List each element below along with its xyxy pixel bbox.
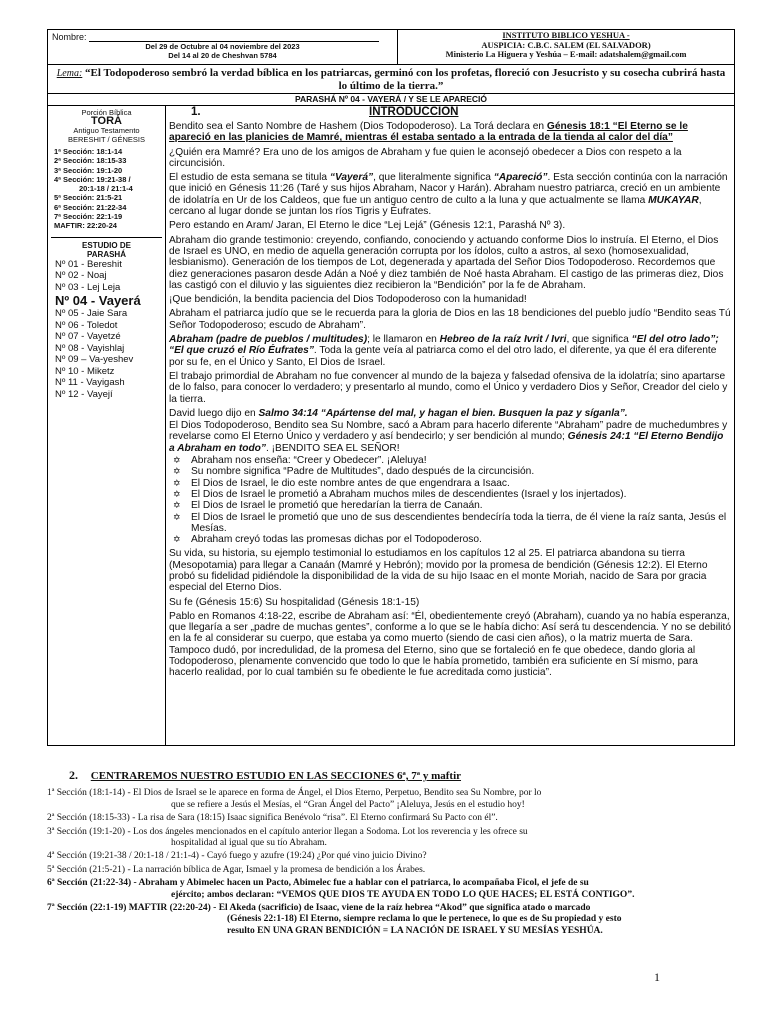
intro-title: INTRODUCCION [369, 106, 459, 118]
text: David luego dijo en [169, 407, 259, 419]
scripture-quote: Génesis 24:1 “El Eterno Bendijo a Abraham en todo” [169, 431, 724, 454]
seccion-item: 6ª Sección: 21:22-34 [54, 202, 127, 212]
parasha-item[interactable]: Nº 08 - Vayishlaj [55, 342, 125, 354]
star-of-david-icon: ✡ [173, 466, 181, 477]
parasha-item[interactable]: Nº 05 - Jaie Sara [55, 308, 128, 320]
student-info-cell [48, 30, 398, 65]
paragraph [169, 420, 731, 454]
lema-text: “El Todopoderoso sembró la verdad bíblica en los patriarcas, germinó con los profetas, floreció con Jesucristo y su cosecha cubrirá hasta lo último de la tierra.” [85, 67, 726, 92]
intro-number: 1. [191, 106, 201, 118]
section-text-cont: ejército; ambos declaran: “VEMOS QUE DIOS TE AYUDA EN TODO LO QUE HACES; EL ESTÁ CONTIGO”. [171, 889, 635, 900]
star-of-david-icon: ✡ [173, 455, 181, 466]
paragraph: Abraham dio grande testimonio: creyendo, confiando, conociendo y actuando conforme Dios lo instruía. El Eterno, el Dios de Israel es UNO, en medio de aquella generación corrupta por los ídolos, culto a astros, al sexo (homosexualidad, lesbianismo). Generación de los tiempos de Lot, degenerada y apartada del Señor Dios Todopoderoso. Recordemos que diez generaciones pasaron desde Adán a Noé y diez también de Noé hasta Abraham. El castigo de las primeras diez, Dios las castigó con el diluvio y las siguientes diez recibieron la “Bendición” por la fe de Abraham. [169, 234, 724, 291]
section-2-title: CENTRAREMOS NUESTRO ESTUDIO EN LAS SECCIONES 6ª, 7ª y maftir [90, 770, 462, 782]
parasha-item[interactable]: Nº 10 - Miketz [55, 365, 115, 377]
seccion-item: MAFTIR: 22:20-24 [54, 221, 117, 231]
paragraph: El trabajo primordial de Abraham no fue convencer al mundo de la bajeza y falsedad ofensiva de la idolatría; sino apartarse de lo falso, para conocer lo verdadero; y presentarlo al mundo, como el Único y verdadero Dios y Señor, Creador del cielo y la tierra. [169, 370, 728, 405]
header-table [47, 29, 735, 65]
bullet-text: El Dios de Israel, le dio este nombre antes de que engendrara a Isaac. [191, 477, 510, 489]
scripture-quote: Génesis 18:1 “El Eterno se le apareció en las planicies de Mamré, mientras él estaba sentado a la entrada de la tienda al calor del día” [169, 121, 688, 144]
star-of-david-icon: ✡ [173, 477, 181, 488]
seccion-item: 2ª Sección: 18:15-33 [54, 156, 127, 166]
paragraph [169, 334, 731, 368]
section-label: 2ª Sección (18:15-33) [47, 813, 130, 824]
intro-content [166, 106, 734, 745]
scripture-quote: Salmo 34:14 “Apártense del mal, y hagan el bien. Busquen la paz y síganla”. [258, 407, 628, 419]
paragraph: ¡Que bendición, la bendita paciencia del Dios Todopoderoso con la humanidad! [169, 294, 527, 306]
worksheet-page [47, 29, 735, 746]
libro-label: BERESHIT / GÉNESIS [68, 135, 145, 144]
text: . Esta sección continúa con la narración que inició en Génesis 11:26 (Taré y sus hijos Abraham, Nacor y Harán). Abraham nuestro patriarca, creció en un ambiente de idolatría en Ur de los Caldeos, que fue un antiguo centro de culto a la luna y que actualmente se llama [169, 172, 728, 206]
tora-label: TORÁ [91, 115, 122, 127]
section-text-cont: que se refiere a Jesús el Mesías, el “Gran Ángel del Pacto” ¡Aleluya, Jesús en el estudio hoy! [171, 799, 525, 810]
star-of-david-icon: ✡ [173, 511, 181, 522]
date-line-2: Del 14 al 20 de Cheshvan 5784 [168, 51, 277, 60]
section-label: 4ª Sección (19:21-38 / 20:1-18 / 21:1-4) [47, 851, 199, 862]
paragraph [169, 172, 731, 217]
estudio-subtitle: PARASHÁ [87, 249, 126, 259]
parasha-list [51, 259, 162, 401]
seccion-item: 1ª Sección: 18:1-14 [54, 147, 123, 156]
section-2-number: 2. [69, 768, 78, 782]
parasha-item-current[interactable]: Nº 04 - Vayerá [55, 293, 141, 309]
section-summary-item [47, 827, 735, 850]
text: . ¡BENDITO SEA EL SEÑOR! [265, 442, 400, 454]
bullet-item [169, 466, 731, 477]
section-summary-item [47, 788, 735, 811]
text: ; le llamaron en [367, 334, 440, 346]
intro-heading [169, 107, 731, 121]
text: El Dios Todopoderoso, Bendito sea Su Nombre, sacó a Abram para hacerlo diferente “Abraham” padre de muchedumbres y revelarse como El Eterno Único y verdadero y así bendecirlo; y ser bendición al mundo; [169, 420, 728, 443]
section-label: 1ª Sección (18:1-14) [47, 788, 126, 799]
parasha-item[interactable]: Nº 06 - Toledot [55, 319, 118, 331]
bullet-text: Abraham nos enseña: “Creer y Obedecer”. ¡Aleluya! [191, 455, 427, 467]
name-label: Nombre: [52, 32, 87, 42]
paragraph: Pablo en Romanos 4:18-22, escribe de Abraham así: “Él, obedientemente creyó (Abraham), cuando ya no había esperanza, que llegaría a ser „padre de muchas gentes”, conforme a lo que se le había dicho: Así será tu descendencia. Y no se debilitó en la fe al considerar su cuerpo, que estaba ya como muerto (siendo de casi cien años), o la matriz muerta de Sara. Tampoco dudó, por incredulidad, de la promesa del Eterno, sino que se fortaleció en fe que obedece, dando gloria al Todopoderoso, plenamente convencido que todo lo que le había prometido, también era suficiente en Sí mismo, para hacerlo realidad, por lo cual también su fe obediente le fue acreditada como justicia”. [169, 610, 731, 679]
paragraph: Su fe (Génesis 15:6) Su hospitalidad (Génesis 18:1-15) [169, 596, 420, 608]
institute-name: INSTITUTO BIBLICO YESHUA - [502, 30, 630, 40]
term: “El del otro lado”; “El que cruzó el Río Éufrates” [169, 334, 719, 357]
section-label: 3ª Sección (19:1-20) [47, 826, 126, 837]
bullet-text: Su nombre significa “Padre de Multitudes”, dado después de la circuncisión. [191, 466, 535, 478]
name-field[interactable] [89, 33, 379, 42]
section-text: - Cayó fuego y azufre (19:24) ¿Por qué vino juicio Divino? [198, 851, 427, 862]
estudio-heading [51, 237, 162, 259]
section-label: 7ª Sección (22:1-19) MAFTIR (22:20-24) [47, 903, 211, 914]
bullet-item [169, 455, 731, 466]
seccion-item: 7ª Sección: 22:1-19 [54, 212, 123, 222]
section-text: - El Akeda (sacrificio) de Isaac, viene de la raíz hebrea “Akod” que significa atado o marcado [210, 903, 591, 914]
section-text: - Abraham y Abimelec hacen un Pacto, Abimelec fue a hablar con el patriarca, lo acompañaba Ficol, el jefe de su [131, 878, 589, 889]
parasha-item[interactable]: Nº 02 - Noaj [55, 270, 107, 282]
term: “Apareció” [493, 172, 548, 184]
section-text-cont: (Génesis 22:1-18) El Eterno, siempre reclama lo que le pertenece, lo que es de Su propiedad y esto [227, 914, 622, 925]
section-text: - La narración bíblica de Agar, Ismael y la promesa de bendición a los Árabes. [125, 864, 426, 875]
parasha-item[interactable]: Nº 09 – Va-yeshev [55, 354, 134, 366]
section-summary-item [47, 903, 735, 937]
star-of-david-icon: ✡ [173, 488, 181, 499]
text: . Toda la gente veía al patriarca como el del otro lado, el diferente, ya que él era diferente por su fe, en el Único y Santo, El Dios de Israel. [169, 345, 717, 368]
text: , que significa [566, 334, 632, 346]
parasha-item[interactable]: Nº 01 - Bereshit [55, 258, 122, 270]
section-text-cont: hospitalidad al igual que su tío Abraham. [171, 838, 327, 849]
seccion-item: 3ª Sección: 19:1-20 [54, 165, 123, 175]
bullet-text: El Dios de Israel le prometió que uno de sus descendientes bendecíría toda la tierra, de él viene la raíz santa, Jesús el Mesías. [191, 511, 727, 534]
section-2 [47, 770, 735, 939]
paragraph: ¿Quién era Mamré? Era uno de los amigos de Abraham y fue quien le aconsejó obedecer a Dios con respeto a la circuncisión. [169, 146, 682, 169]
bullet-list [169, 455, 731, 545]
section-2-heading [47, 770, 735, 782]
bullet-text: Abraham creyó todas las promesas dichas por el Todopoderoso. [191, 534, 482, 546]
section-summary-item [47, 851, 735, 862]
institute-sponsor: AUSPICIA: C.B.C. SALEM (EL SALVADOR) [481, 39, 651, 50]
page-number: 1 [654, 970, 660, 984]
lema-label: Lema: [56, 68, 83, 79]
term: Hebreo de la raíz Ivrit / Ivri [439, 334, 567, 346]
paragraph: Pero estando en Aram/ Jaran, El Eterno le dice “Lej Lejá” (Génesis 12:1, Parashá Nº 3). [169, 220, 566, 232]
bullet-item [169, 489, 731, 500]
section-label: 5ª Sección (21:5-21) [47, 864, 126, 875]
main-content [47, 106, 735, 746]
term: MUKAYAR [648, 194, 699, 206]
seccion-item: 5ª Sección: 21:5-21 [54, 193, 123, 203]
estudio-title: ESTUDIO DE [82, 240, 131, 250]
term: “Vayerá” [329, 172, 374, 184]
term: Abraham (padre de pueblos / multitudes) [169, 334, 368, 346]
institute-ministry: Ministerio La Higuera y Yeshúa – E-mail: adatshalem@gmail.com [445, 49, 687, 59]
text: El estudio de esta semana se titula [169, 172, 330, 184]
bullet-text: El Dios de Israel le prometió que heredarían la tierra de Canaán. [191, 500, 483, 512]
paragraph: Su vida, su historia, su ejemplo testimonial lo estudiamos en los capítulos 12 al 25. El patriarca abandona su tierra (Mesopotamia) para llegar a Canaán (Mamré y Hebrón); movido por la promesa de bendición (Génesis 12:2). El Eterno probó su fidelidad pidiéndole la disponibilidad de la vida de su hijo Isaac en el monte Moriah, nacido de Sara por gracia especial del Eterno Dios. [169, 548, 708, 594]
section-text: - Los dos ángeles mencionados en el capítulo anterior llegan a Sodoma. Lot los reverencia y les ofrece su [125, 826, 528, 837]
seccion-item: 20:1-18 / 21:1-4 [79, 184, 133, 194]
bullet-item [169, 478, 731, 489]
section-text-cont: resulto EN UNA GRAN BENDICIÓN = LA NACIÓN DE ISRAEL Y SU MESÍAS YESHÚA. [227, 925, 603, 936]
paragraph [169, 121, 731, 144]
lema-box [47, 65, 735, 94]
text: , cercano al lugar donde se juntan los ríos Tigris y Éufrates. [169, 194, 702, 218]
parasha-title: PARASHÁ Nº 04 - VAYERÁ / Y SE LE APARECIÓ [47, 94, 735, 106]
porcion-label: Porción Bíblica [81, 108, 132, 117]
paragraph [169, 408, 731, 419]
parasha-item[interactable]: Nº 03 - Lej Leja [55, 281, 121, 293]
section-text: - El Dios de Israel se le aparece en forma de Ángel, el Dios Eterno, Perpetuo, Bendito sea Su Nombre, por lo [125, 788, 542, 799]
antiguo-label: Antiguo Testamento [73, 126, 140, 135]
parasha-item[interactable]: Nº 07 - Vayetzé [55, 331, 121, 343]
text: , que literalmente significa [373, 172, 494, 184]
parasha-item[interactable]: Nº 12 - Vayejí [55, 388, 113, 400]
date-line-1: Del 29 de Octubre al 04 noviembre del 2023 [145, 42, 300, 51]
paragraph: Abraham el patriarca judío que se le recuerda para la gloria de Dios en las 18 bendiciones del pueblo judío “Bendito seas Tú Señor Todopoderoso; escudo de Abraham”. [169, 308, 731, 331]
section-summary-item [47, 878, 735, 901]
bullet-item [169, 500, 731, 511]
bullet-text: El Dios de Israel le prometió a Abraham muchos miles de descendientes (Israel y los injertados). [191, 488, 627, 500]
section-label: 6ª Sección (21:22-34) [47, 878, 132, 889]
parasha-item[interactable]: Nº 11 - Vayigash [55, 377, 125, 389]
sidebar [48, 106, 166, 745]
section-summary-item [47, 865, 735, 876]
star-of-david-icon: ✡ [173, 500, 181, 511]
section-text: - La risa de Sara (18:15) Isaac significa Benévolo “risa”. El Eterno confirmará Su Pacto con él”. [129, 813, 498, 824]
star-of-david-icon: ✡ [173, 534, 181, 545]
section-summary-item [47, 813, 735, 824]
bullet-item [169, 512, 731, 535]
seccion-item: 4ª Sección: 19:21-38 / [54, 174, 131, 184]
text: Bendito sea el Santo Nombre de Hashem (Dios Todopoderoso). La Torá declara en [169, 121, 547, 132]
institute-cell [398, 30, 735, 65]
bullet-item [169, 534, 731, 545]
